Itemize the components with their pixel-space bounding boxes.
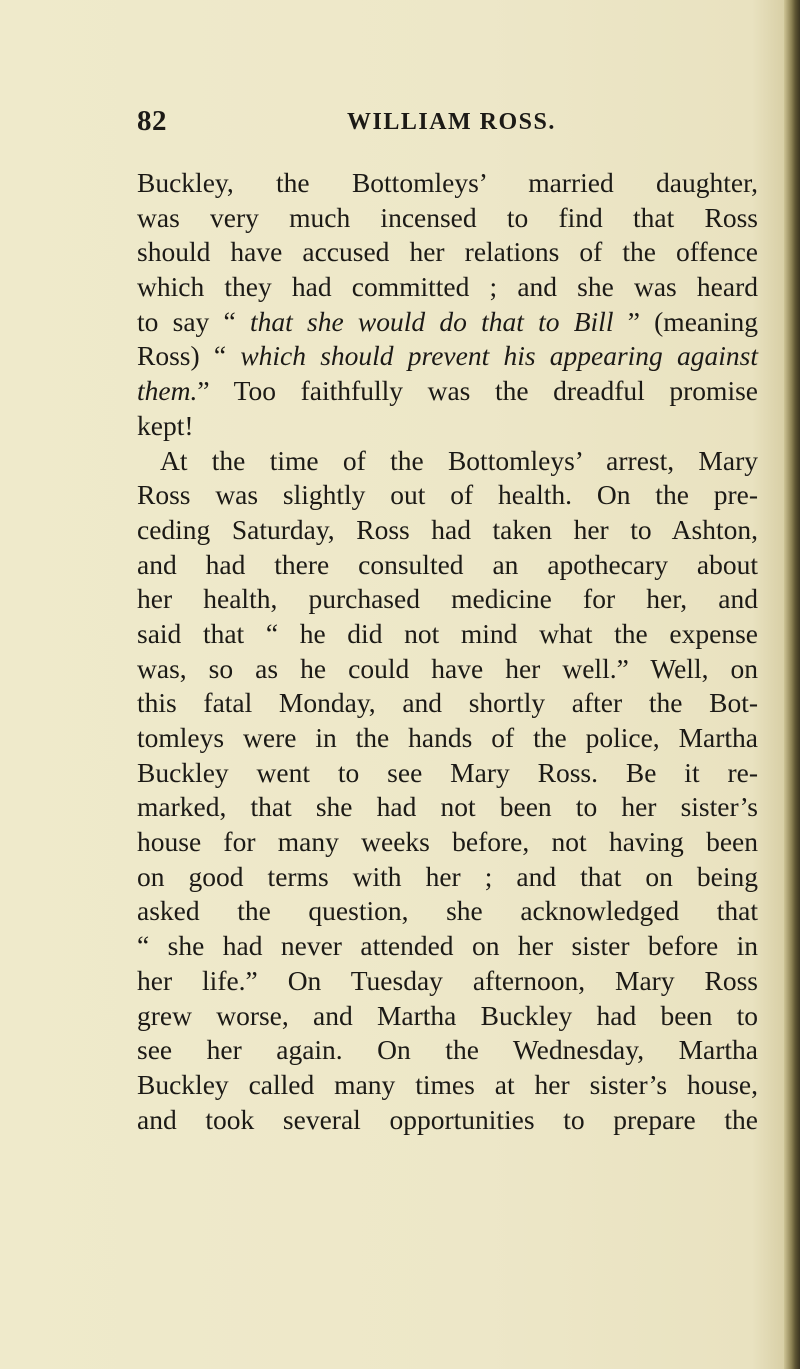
text-segment: was very much incensed to find that Ross bbox=[137, 201, 758, 233]
text-line bbox=[137, 894, 758, 929]
text-line bbox=[137, 339, 758, 374]
text-line bbox=[137, 201, 758, 236]
text-line bbox=[137, 305, 758, 340]
text-line bbox=[137, 166, 758, 201]
text-line bbox=[137, 721, 758, 756]
text-segment: “ she had never attended on her sister before in bbox=[137, 930, 758, 962]
text-segment: kept! bbox=[137, 409, 194, 441]
text-segment: grew worse, and Martha Buckley had been to bbox=[137, 999, 758, 1031]
text-line bbox=[137, 548, 758, 583]
text-segment: tomleys were in the hands of the police, Martha bbox=[137, 722, 758, 753]
text-segment: Buckley, the Bottomleys’ married daughter, bbox=[137, 167, 758, 198]
text-segment: and had there consulted an apothecary about bbox=[137, 548, 758, 580]
page-number: 82 bbox=[137, 105, 167, 137]
text-segment: her life.” On Tuesday afternoon, Mary Ross bbox=[137, 964, 758, 996]
italic-text: them. bbox=[137, 375, 198, 407]
running-head bbox=[137, 105, 757, 145]
text-segment: should have accused her relations of the offence bbox=[137, 236, 758, 268]
text-segment: ” (meaning bbox=[613, 305, 758, 337]
text-segment: Ross was slightly out of health. On the pre- bbox=[137, 479, 758, 511]
text-segment: and took several opportunities to prepare the bbox=[137, 1103, 758, 1135]
text-line bbox=[137, 1033, 758, 1068]
text-line bbox=[137, 478, 758, 513]
text-line bbox=[137, 513, 758, 548]
text-line bbox=[137, 825, 758, 860]
text-segment: which they had committed ; and she was heard bbox=[137, 271, 758, 303]
text-line bbox=[137, 270, 758, 305]
text-line bbox=[137, 860, 758, 895]
italic-text: that she would do that to Bill bbox=[249, 305, 614, 337]
text-segment: this fatal Monday, and shortly after the Bot- bbox=[137, 687, 758, 719]
running-head-title: WILLIAM ROSS. bbox=[347, 109, 556, 135]
text-line bbox=[137, 1068, 758, 1103]
body-text bbox=[137, 166, 758, 1137]
text-segment: Buckley called many times at her sister’s house, bbox=[137, 1068, 758, 1100]
text-segment: Ross) “ bbox=[137, 340, 241, 372]
text-line bbox=[137, 409, 758, 444]
text-line bbox=[137, 1103, 758, 1138]
page-edge bbox=[784, 0, 800, 1369]
text-line bbox=[137, 374, 758, 409]
text-segment: ceding Saturday, Ross had taken her to Ashton, bbox=[137, 513, 758, 545]
text-line bbox=[137, 964, 758, 999]
text-line bbox=[137, 929, 758, 964]
text-line bbox=[137, 686, 758, 721]
text-segment: was, so as he could have her well.” Well, on bbox=[137, 652, 758, 684]
italic-text: which should prevent his appearing against bbox=[240, 340, 758, 372]
text-segment: house for many weeks before, not having been bbox=[137, 826, 758, 858]
text-line bbox=[137, 790, 758, 825]
text-line bbox=[137, 652, 758, 687]
text-segment: At the time of the Bottomleys’ arrest, Mary bbox=[160, 444, 758, 476]
text-segment: to say “ bbox=[137, 305, 250, 337]
text-segment: ” Too faithfully was the dreadful promise bbox=[197, 375, 758, 407]
text-segment: marked, that she had not been to her sister’s bbox=[137, 791, 758, 823]
text-segment: on good terms with her ; and that on being bbox=[137, 860, 758, 892]
text-line bbox=[137, 235, 758, 270]
text-line bbox=[137, 444, 758, 479]
text-segment: her health, purchased medicine for her, and bbox=[137, 583, 758, 615]
text-segment: said that “ he did not mind what the expense bbox=[137, 617, 758, 649]
text-segment: see her again. On the Wednesday, Martha bbox=[137, 1034, 758, 1066]
text-line bbox=[137, 756, 758, 791]
text-line bbox=[137, 582, 758, 617]
text-segment: asked the question, she acknowledged that bbox=[137, 895, 758, 927]
text-segment: Buckley went to see Mary Ross. Be it re- bbox=[137, 756, 758, 788]
text-line bbox=[137, 999, 758, 1034]
text-line bbox=[137, 617, 758, 652]
